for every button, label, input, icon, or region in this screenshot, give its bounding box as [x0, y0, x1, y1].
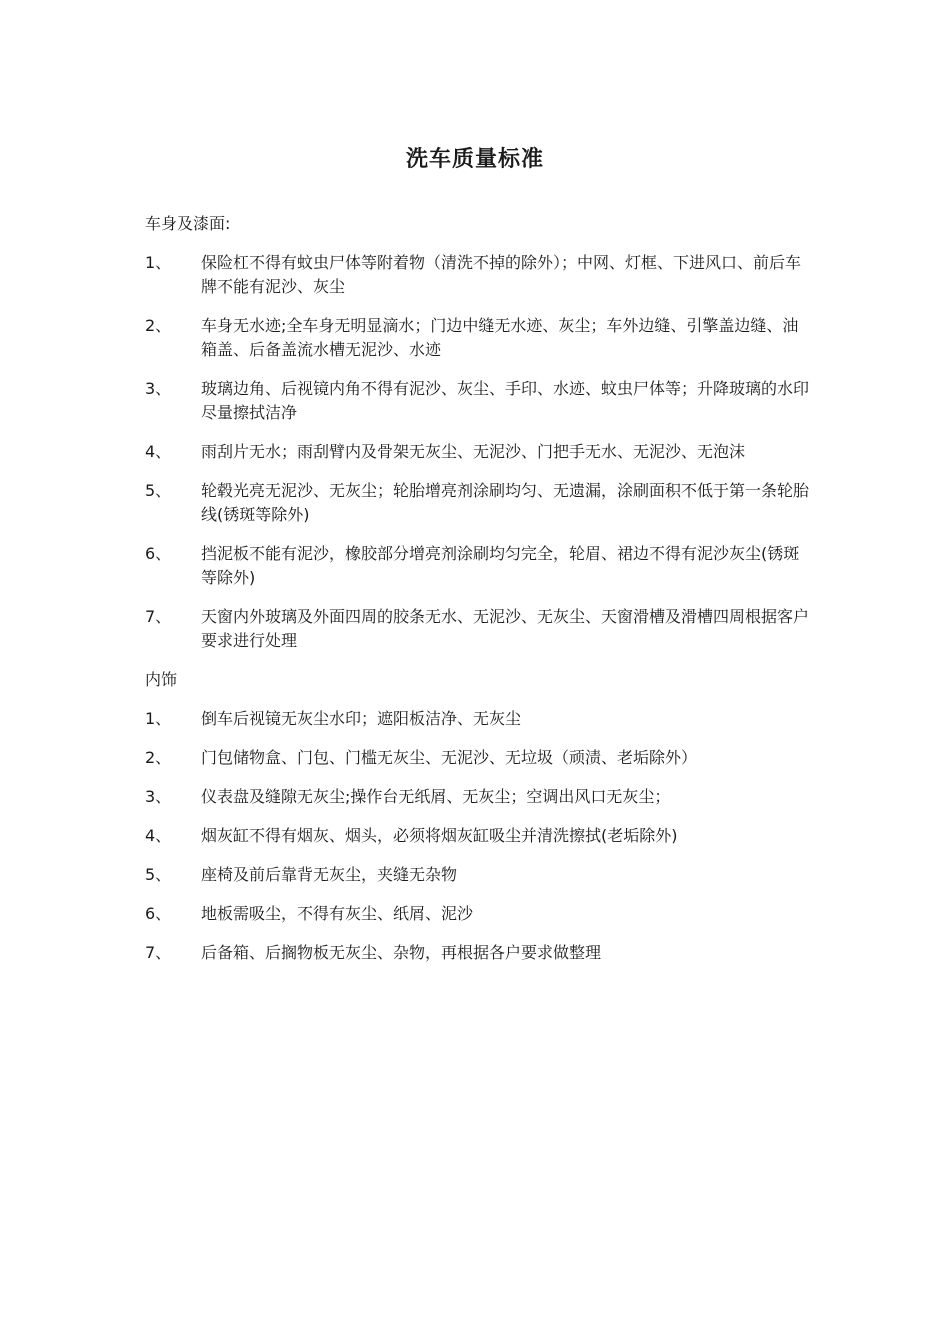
list-item — [145, 707, 810, 731]
list-item — [145, 251, 810, 299]
section-heading: 内饰 — [145, 670, 178, 689]
item-number: 1、 — [145, 253, 172, 272]
list-item — [145, 605, 810, 653]
item-number: 3、 — [145, 379, 172, 398]
item-text: 后备箱、后搁物板无灰尘、杂物，再根据各户要求做整理 — [201, 943, 602, 962]
list-item — [145, 479, 810, 527]
list-item — [145, 542, 810, 590]
item-number: 4、 — [145, 442, 172, 461]
item-text: 保险杠不得有蚊虫尸体等附着物（清洗不掉的除外）；中网、灯框、下进风口、前后车牌不能有泥沙、灰尘 — [201, 253, 802, 296]
list-item — [145, 941, 810, 965]
item-number: 7、 — [145, 943, 172, 962]
item-number: 3、 — [145, 787, 172, 806]
document-body — [145, 212, 810, 980]
item-text: 座椅及前后靠背无灰尘，夹缝无杂物 — [201, 865, 458, 884]
section-heading: 车身及漆面: — [145, 214, 231, 233]
list-item — [145, 746, 810, 770]
standards-list — [145, 707, 810, 965]
item-text: 挡泥板不能有泥沙，橡胶部分增亮剂涂刷均匀完全，轮眉、裙边不得有泥沙灰尘(锈斑等除外) — [201, 544, 800, 587]
item-number: 2、 — [145, 748, 172, 767]
item-text: 地板需吸尘，不得有灰尘、纸屑、泥沙 — [201, 904, 474, 923]
list-item — [145, 902, 810, 926]
list-item — [145, 824, 810, 848]
list-item — [145, 314, 810, 362]
item-number: 5、 — [145, 481, 172, 500]
item-number: 2、 — [145, 316, 172, 335]
item-number: 7、 — [145, 607, 172, 626]
list-item — [145, 377, 810, 425]
item-text: 仪表盘及缝隙无灰尘;操作台无纸屑、无灰尘；空调出风口无灰尘； — [201, 787, 671, 806]
list-item — [145, 440, 810, 464]
item-text: 倒车后视镜无灰尘水印；遮阳板洁净、无灰尘 — [201, 709, 522, 728]
section-body-paint — [145, 212, 810, 653]
section-interior — [145, 668, 810, 965]
item-text: 车身无水迹;全车身无明显滴水；门边中缝无水迹、灰尘；车外边缝、引擎盖边缝、油箱盖、后备盖流水槽无泥沙、水迹 — [201, 316, 799, 359]
item-number: 5、 — [145, 865, 172, 884]
item-number: 1、 — [145, 709, 172, 728]
standards-list — [145, 251, 810, 653]
item-text: 轮毂光亮无泥沙、无灰尘；轮胎增亮剂涂刷均匀、无遗漏，涂刷面积不低于第一条轮胎线(锈斑等除外) — [201, 481, 810, 524]
item-text: 烟灰缸不得有烟灰、烟头，必须将烟灰缸吸尘并清洗擦拭(老垢除外) — [201, 826, 678, 845]
item-text: 雨刮片无水；雨刮臂内及骨架无灰尘、无泥沙、门把手无水、无泥沙、无泡沫 — [201, 442, 746, 461]
document-title: 洗车质量标准 — [405, 147, 544, 172]
list-item — [145, 863, 810, 887]
item-text: 天窗内外玻璃及外面四周的胶条无水、无泥沙、无灰尘、天窗滑槽及滑槽四周根据客户要求进行处理 — [201, 607, 810, 650]
item-number: 4、 — [145, 826, 172, 845]
item-number: 6、 — [145, 904, 172, 923]
item-text: 玻璃边角、后视镜内角不得有泥沙、灰尘、手印、水迹、蚊虫尸体等；升降玻璃的水印尽量擦拭洁净 — [201, 379, 810, 422]
item-number: 6、 — [145, 544, 172, 563]
list-item — [145, 785, 810, 809]
item-text: 门包储物盒、门包、门槛无灰尘、无泥沙、无垃圾（顽渍、老垢除外） — [201, 748, 698, 767]
